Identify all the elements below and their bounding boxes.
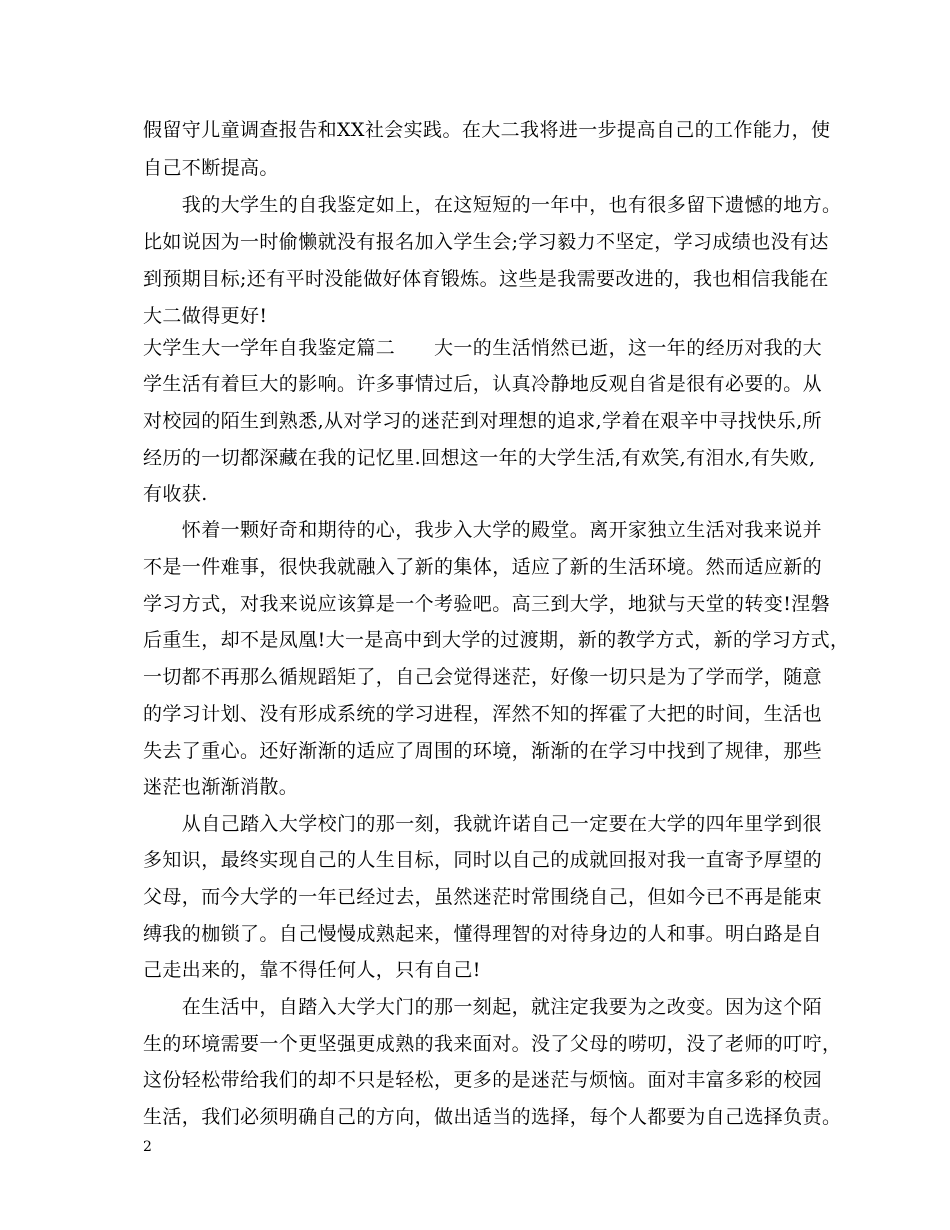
text-line: 生的环境需要一个更坚强更成熟的我来面对。没了父母的唠叨，没了老师的叮咛， <box>143 1033 842 1055</box>
text-line: 这份轻松带给我们的却不只是轻松，更多的是迷茫与烦恼。面对丰富多彩的校园 <box>143 1069 823 1091</box>
text-line: 缚我的枷锁了。自己慢慢成熟起来，懂得理智的对待身边的人和事。明白路是自 <box>143 923 823 945</box>
text-line: 一切都不再那么循规蹈矩了，自己会觉得迷茫，好像一切只是为了学而学，随意 <box>143 666 823 688</box>
section-heading-line: 大学生大一学年自我鉴定篇二 大一的生活悄然已逝，这一年的经历对我的大 <box>143 337 823 359</box>
text-line: 比如说因为一时偷懒就没有报名加入学生会;学习毅力不坚定，学习成绩也没有达 <box>143 231 829 253</box>
text-line: 经历的一切都深藏在我的记忆里.回想这一年的大学生活,有欢笑,有泪水,有失败, <box>143 447 816 469</box>
text-line: 从自己踏入大学校门的那一刻，我就许诺自己一定要在大学的四年里学到很 <box>143 813 823 835</box>
text-line: 怀着一颗好奇和期待的心，我步入大学的殿堂。离开家独立生活对我来说并 <box>143 519 823 541</box>
text-line: 后重生，却不是凤凰!大一是高中到大学的过渡期，新的教学方式，新的学习方式， <box>143 629 850 651</box>
text-line: 生活，我们必须明确自己的方向，做出适当的选择，每个人都要为自己选择负责。 <box>143 1106 842 1128</box>
text-line: 有收获. <box>143 483 208 505</box>
text-line: 的学习计划、没有形成系统的学习进程，浑然不知的挥霍了大把的时间，生活也 <box>143 703 823 725</box>
text-line: 大二做得更好! <box>143 305 268 327</box>
text-line: 迷茫也渐渐消散。 <box>143 776 299 798</box>
text-line: 不是一件难事，很快我就融入了新的集体，适应了新的生活环境。然而适应新的 <box>143 556 823 578</box>
text-line: 在生活中，自踏入大学大门的那一刻起，就注定我要为之改变。因为这个陌 <box>143 996 823 1018</box>
text-line: 假留守儿童调查报告和XX社会实践。在大二我将进一步提高自己的工作能力，使 <box>143 119 831 141</box>
text-line: 学生活有着巨大的影响。许多事情过后，认真冷静地反观自省是很有必要的。从 <box>143 373 823 395</box>
text-line: 己走出来的，靠不得任何人，只有自己! <box>143 959 481 981</box>
text-line: 我的大学生的自我鉴定如上，在这短短的一年中，也有很多留下遗憾的地方。 <box>143 194 842 216</box>
text-line: 自己不断提高。 <box>143 157 279 179</box>
page-number: 2 <box>143 1139 152 1155</box>
text-line: 失去了重心。还好渐渐的适应了周围的环境，渐渐的在学习中找到了规律，那些 <box>143 740 823 762</box>
text-line: 到预期目标;还有平时没能做好体育锻炼。这些是我需要改进的，我也相信我能在 <box>143 268 829 290</box>
text-line: 对校园的陌生到熟悉,从对学习的迷茫到对理想的追求,学着在艰辛中寻找快乐,所 <box>143 410 822 432</box>
text-line: 父母，而今大学的一年已经过去，虽然迷茫时常围绕自己，但如今已不再是能束 <box>143 886 823 908</box>
text-line: 学习方式，对我来说应该算是一个考验吧。高三到大学，地狱与天堂的转变!涅磐 <box>143 593 831 615</box>
text-line: 多知识，最终实现自己的人生目标，同时以自己的成就回报对我一直寄予厚望的 <box>143 849 823 871</box>
